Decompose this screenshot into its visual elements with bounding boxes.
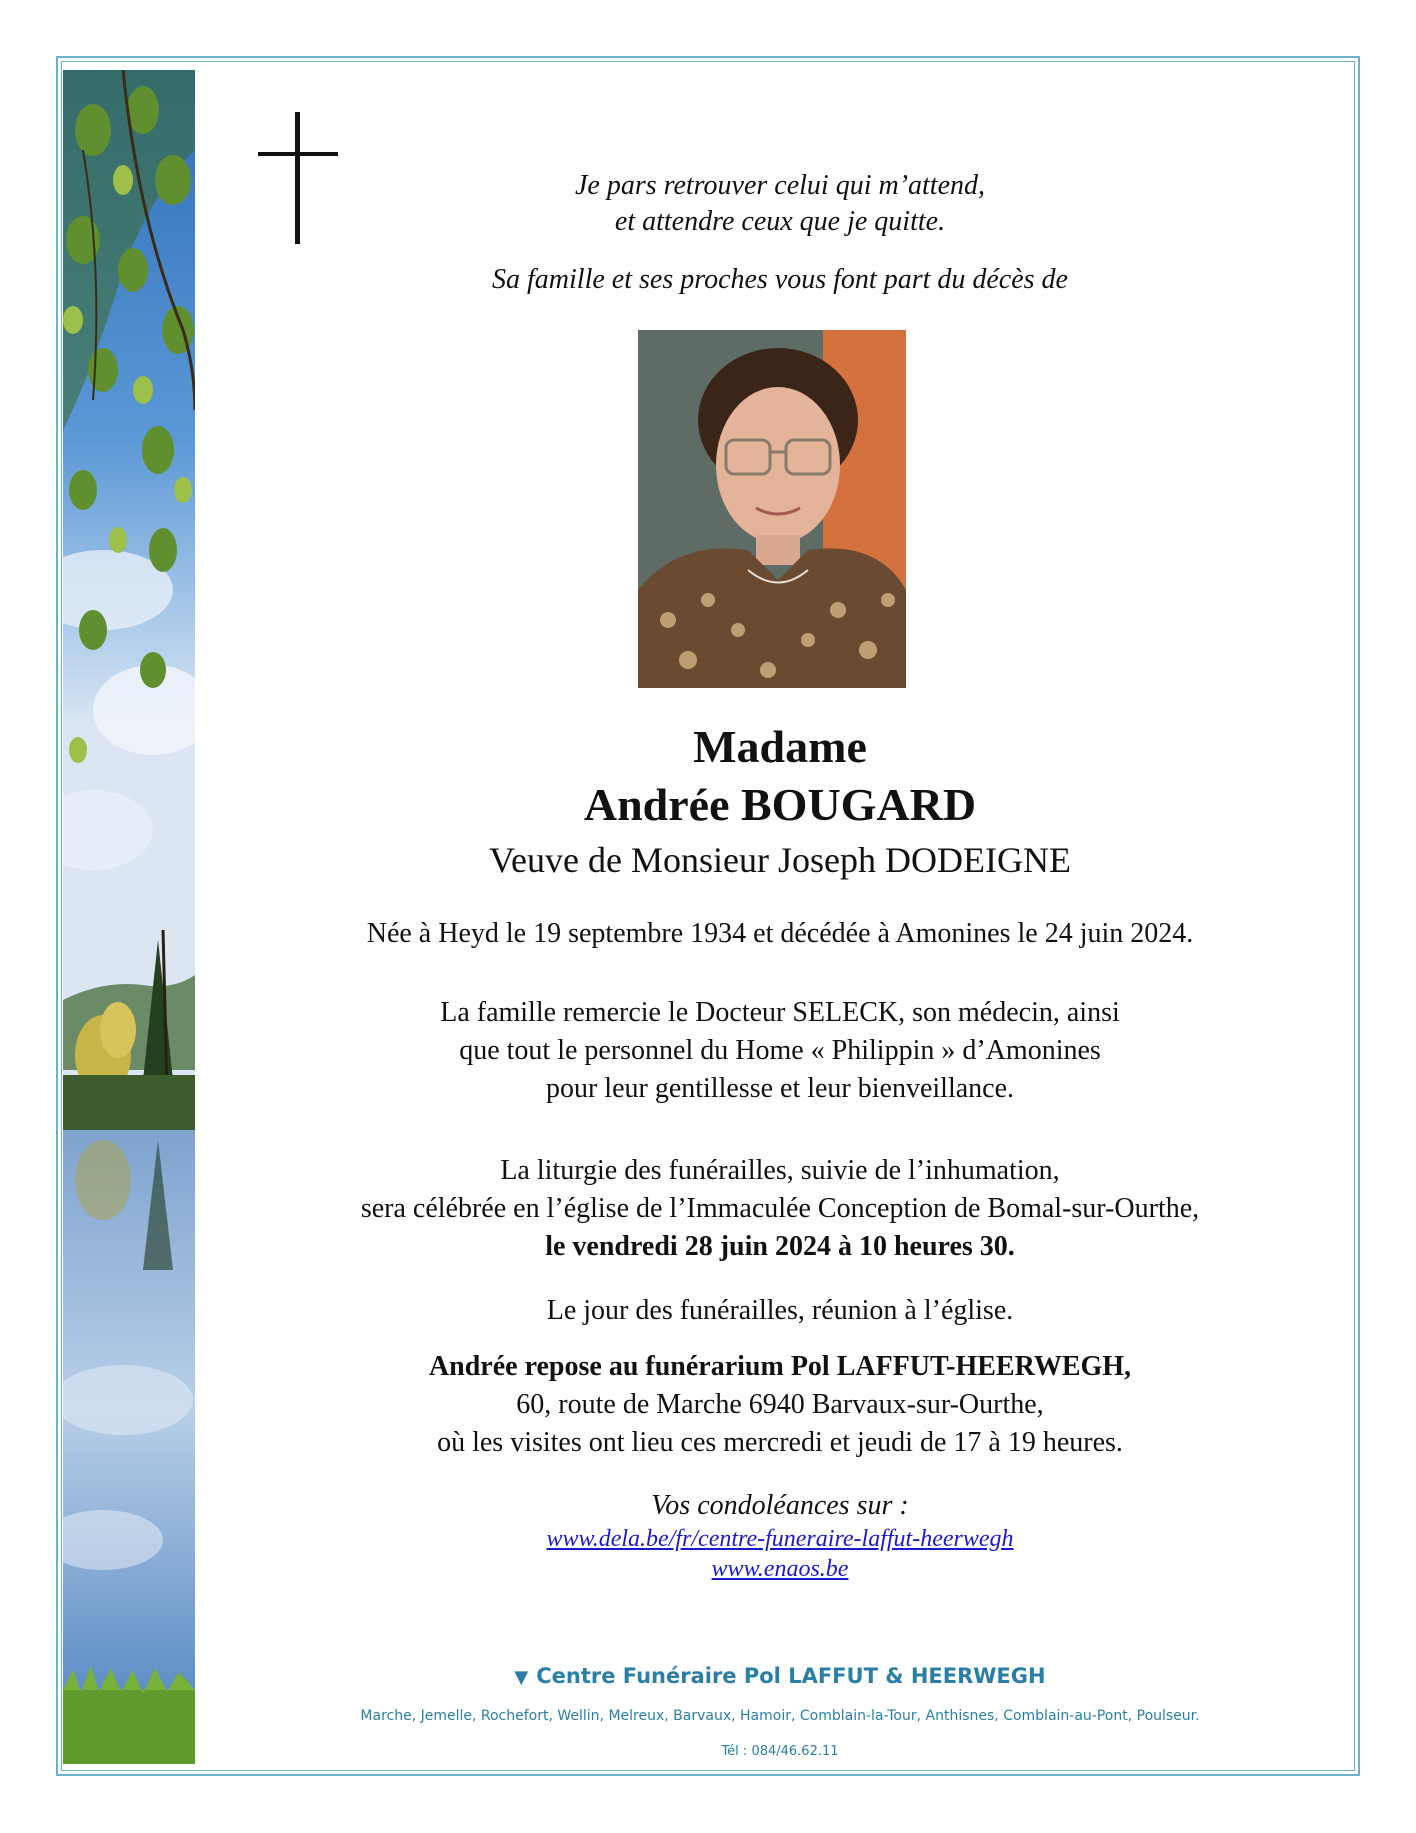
condolences-link-enaos[interactable]: www.enaos.be xyxy=(711,1556,849,1582)
widow-of-text: Veuve de Monsieur Joseph DODEIGNE xyxy=(489,840,1071,880)
thanks-paragraph xyxy=(230,994,1330,1108)
title-honorific: Madame xyxy=(693,721,867,772)
liturgy-paragraph xyxy=(230,1152,1330,1266)
birth-death-text: Née à Heyd le 19 septembre 1934 et décédée à Amonines le 24 juin 2024. xyxy=(366,918,1194,949)
triangle-down-icon: ▼ xyxy=(514,1667,529,1688)
liturgy-line-1: La liturgie des funérailles, suivie de l’inhumation, xyxy=(500,1155,1060,1186)
funeral-home-phone: Tél : 084/46.62.11 xyxy=(721,1744,839,1759)
rest-line-1: Andrée repose au funérarium Pol LAFFUT-HEERWEGH, xyxy=(428,1351,1132,1382)
rest-line-2: 60, route de Marche 6940 Barvaux-sur-Ourthe, xyxy=(516,1389,1044,1420)
thanks-line-1: La famille remercie le Docteur SELECK, son médecin, ainsi xyxy=(440,997,1120,1028)
thanks-line-2: que tout le personnel du Home « Philippin » d’Amonines xyxy=(459,1035,1101,1066)
rest-paragraph xyxy=(230,1348,1330,1462)
liturgy-line-2: sera célébrée en l’église de l’Immaculée Conception de Bomal-sur-Ourthe, xyxy=(360,1193,1200,1224)
poem-line-1: Je pars retrouver celui qui m’attend, xyxy=(574,170,986,201)
condolences-link-dela[interactable]: www.dela.be/fr/centre-funeraire-laffut-heerwegh xyxy=(546,1526,1014,1552)
thanks-line-3: pour leur gentillesse et leur bienveillance. xyxy=(545,1073,1015,1104)
poem-verse xyxy=(230,168,1330,240)
deceased-name xyxy=(230,718,1330,834)
poem-line-2: et attendre ceux que je quitte. xyxy=(614,206,946,237)
reunion-text: Le jour des funérailles, réunion à l’église. xyxy=(546,1295,1014,1326)
portrait-photo xyxy=(638,330,906,688)
funeral-home-locations: Marche, Jemelle, Rochefort, Wellin, Melreux, Barvaux, Hamoir, Comblain-la-Tour, Anthisnes, Comblain-au-Pont, Poulseur. xyxy=(360,1708,1200,1724)
announcement-text: Sa famille et ses proches vous font part du décès de xyxy=(492,264,1068,295)
funeral-home-name xyxy=(230,1664,1330,1688)
landscape-strip-image xyxy=(63,70,195,1764)
rest-line-3: où les visites ont lieu ces mercredi et jeudi de 17 à 19 heures. xyxy=(437,1427,1123,1458)
condolences-section xyxy=(230,1488,1330,1584)
liturgy-date-line: le vendredi 28 juin 2024 à 10 heures 30. xyxy=(545,1231,1015,1262)
condolences-label: Vos condoléances sur : xyxy=(651,1490,909,1521)
funeral-home-title: Centre Funéraire Pol LAFFUT & HEERWEGH xyxy=(536,1664,1046,1688)
title-full-name: Andrée BOUGARD xyxy=(583,779,977,830)
